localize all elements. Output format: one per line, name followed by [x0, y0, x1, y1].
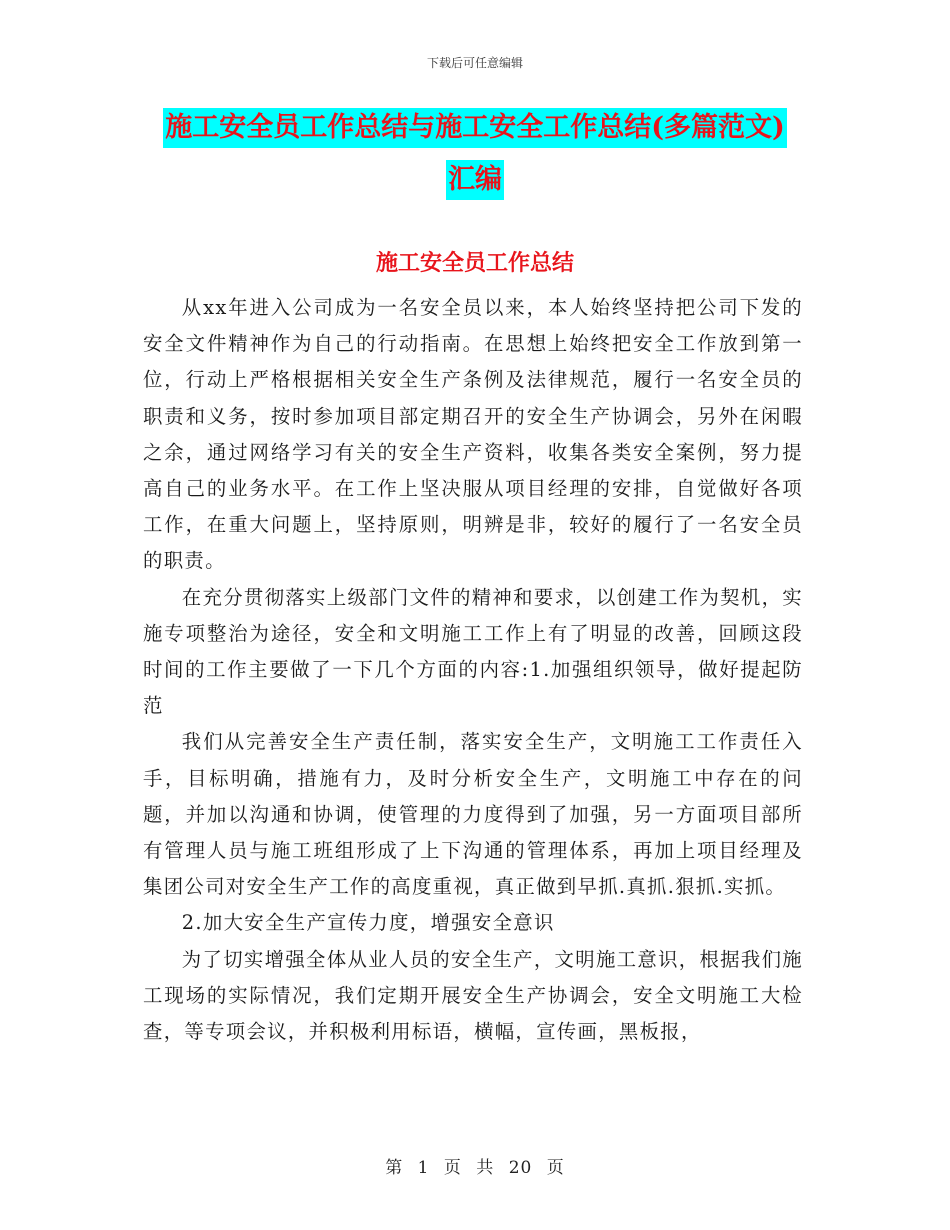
title-line-1: 施工安全员工作总结与施工安全工作总结(多篇范文) — [163, 108, 787, 148]
body-text — [143, 290, 803, 1050]
total-prefix: 共 — [476, 1158, 495, 1178]
total-pages: 20 — [508, 1158, 533, 1178]
section-heading: 施工安全员工作总结 — [375, 250, 574, 276]
total-unit: 页 — [546, 1158, 565, 1178]
document-title — [0, 108, 950, 200]
header-note: 下载后可任意编辑 — [426, 56, 523, 70]
page-number: 1 — [417, 1158, 430, 1178]
page-unit: 页 — [443, 1158, 462, 1178]
paragraph: 为了切实增强全体从业人员的安全生产，文明施工意识，根据我们施工现场的实际情况，我们定期开展安全生产协调会，安全文明施工大检查，等专项会议，并积极利用标语，横幅，宣传画，黑板报， — [143, 947, 803, 1044]
title-line-2: 汇编 — [446, 160, 504, 200]
page-footer — [0, 1153, 950, 1178]
paragraph: 从xx年进入公司成为一名安全员以来，本人始终坚持把公司下发的安全文件精神作为自己的行动指南。在思想上始终把安全工作放到第一位，行动上严格根据相关安全生产条例及法律规范，履行一名安全员的职责和义务，按时参加项目部定期召开的安全生产协调会，另外在闲暇之余，通过网络学习有关的安全生产资料，收集各类安全案例，努力提高自己的业务水平。在工作上坚决服从项目经理的安排，自觉做好各项工作，在重大问题上，坚持原则，明辨是非，较好的履行了一名安全员的职责。 — [143, 296, 803, 573]
paragraph: 在充分贯彻落实上级部门文件的精神和要求，以创建工作为契机，实施专项整治为途径，安全和文明施工工作上有了明显的改善，回顾这段时间的工作主要做了一下几个方面的内容:1.加强组织领导，做好提起防范 — [143, 585, 803, 718]
footer-prefix: 第 — [385, 1158, 404, 1178]
paragraph: 2.加大安全生产宣传力度，增强安全意识 — [181, 911, 555, 935]
paragraph: 我们从完善安全生产责任制，落实安全生产，文明施工工作责任入手，目标明确，措施有力，及时分析安全生产，文明施工中存在的问题，并加以沟通和协调，使管理的力度得到了加强，另一方面项目部所有管理人员与施工班组形成了上下沟通的管理体系，再加上项目经理及集团公司对安全生产工作的高度重视，真正做到早抓.真抓.狠抓.实抓。 — [143, 730, 803, 899]
